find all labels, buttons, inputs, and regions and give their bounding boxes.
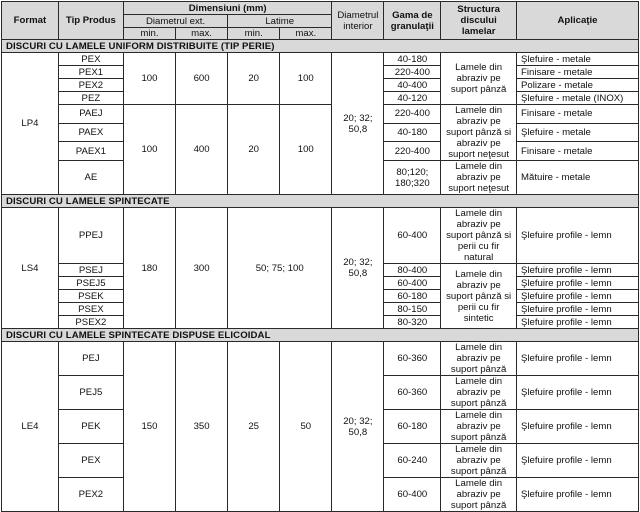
gama-cell: 60-360 xyxy=(384,342,441,376)
app-cell: Mătuire - metale xyxy=(517,161,639,195)
gama-cell: 40-180 xyxy=(384,53,441,66)
tip-cell: PEX xyxy=(58,53,123,66)
tip-cell: PAEX1 xyxy=(58,142,123,161)
header-dimensiuni: Dimensiuni (mm) xyxy=(123,2,331,15)
diam-max-cell: 300 xyxy=(176,208,228,329)
struct-cell: Lamele din abraziv pe suport pânză xyxy=(441,376,517,410)
struct-cell: Lamele din abraziv pe suport pânză si perii cu fir natural xyxy=(441,208,517,264)
diam-min-cell: 100 xyxy=(123,105,175,195)
header-diametrul-ext: Diametrul ext. xyxy=(123,15,227,28)
app-cell: Şlefuire - metale (INOX) xyxy=(517,92,639,105)
gama-cell: 220-400 xyxy=(384,142,441,161)
app-cell: Şlefuire profile - lemn xyxy=(517,444,639,478)
diam-max-cell: 350 xyxy=(176,342,228,512)
format-cell: LS4 xyxy=(2,208,59,329)
section-title: DISCURI CU LAMELE UNIFORM DISTRIBUITE (TIP PERIE) xyxy=(2,40,639,53)
app-cell: Şlefuire profile - lemn xyxy=(517,316,639,329)
latime-cell: 50; 75; 100 xyxy=(228,208,332,329)
tip-cell: PEX xyxy=(58,444,123,478)
header-de-max: max. xyxy=(176,28,228,40)
lat-min-cell: 20 xyxy=(228,105,280,195)
struct-cell: Lamele din abraziv pe suport pânză si abraziv pe suport neţesut xyxy=(441,105,517,161)
lat-max-cell: 50 xyxy=(280,342,332,512)
diam-int-cell: 20; 32; 50,8 xyxy=(332,342,384,512)
header-latime: Latime xyxy=(228,15,332,28)
gama-cell: 40-180 xyxy=(384,123,441,142)
gama-cell: 80;120; 180;320 xyxy=(384,161,441,195)
gama-cell: 220-400 xyxy=(384,105,441,124)
gama-cell: 80-150 xyxy=(384,303,441,316)
tip-cell: PEX1 xyxy=(58,66,123,79)
gama-cell: 60-180 xyxy=(384,290,441,303)
app-cell: Polizare - metale xyxy=(517,79,639,92)
tip-cell: PPEJ xyxy=(58,208,123,264)
app-cell: Şlefuire - metale xyxy=(517,53,639,66)
table-row xyxy=(2,208,639,264)
table-row xyxy=(2,105,639,124)
struct-cell: Lamele din abraziv pe suport pânză si perii cu fir sintetic xyxy=(441,264,517,329)
diam-min-cell: 100 xyxy=(123,53,175,105)
gama-cell: 60-240 xyxy=(384,444,441,478)
gama-cell: 80-320 xyxy=(384,316,441,329)
struct-cell: Lamele din abraziv pe suport pânză xyxy=(441,53,517,105)
gama-cell: 60-400 xyxy=(384,277,441,290)
tip-cell: AE xyxy=(58,161,123,195)
tip-cell: PAEJ xyxy=(58,105,123,124)
struct-cell: Lamele din abraziv pe suport pânză xyxy=(441,342,517,376)
tip-cell: PEX2 xyxy=(58,478,123,512)
gama-cell: 220-400 xyxy=(384,66,441,79)
app-cell: Şlefuire profile - lemn xyxy=(517,342,639,376)
header-lat-max: max. xyxy=(280,28,332,40)
header-aplicatie: Aplicaţie xyxy=(517,2,639,40)
app-cell: Finisare - metale xyxy=(517,142,639,161)
app-cell: Şlefuire profile - lemn xyxy=(517,264,639,277)
app-cell: Şlefuire profile - lemn xyxy=(517,208,639,264)
product-table xyxy=(1,1,639,512)
app-cell: Şlefuire - metale xyxy=(517,123,639,142)
section-title: DISCURI CU LAMELE SPINTECATE xyxy=(2,195,639,208)
tip-cell: PEJ xyxy=(58,342,123,376)
struct-cell: Lamele din abraziv pe suport pânză xyxy=(441,410,517,444)
diam-min-cell: 150 xyxy=(123,342,175,512)
diam-int-cell: 20; 32; 50,8 xyxy=(332,208,384,329)
lat-max-cell: 100 xyxy=(280,105,332,195)
table-row xyxy=(2,342,639,376)
app-cell: Şlefuire profile - lemn xyxy=(517,277,639,290)
format-cell: LP4 xyxy=(2,53,59,195)
gama-cell: 60-400 xyxy=(384,208,441,264)
struct-cell: Lamele din abraziv pe suport pânză xyxy=(441,478,517,512)
tip-cell: PEZ xyxy=(58,92,123,105)
lat-min-cell: 20 xyxy=(228,53,280,105)
tip-cell: PEJ5 xyxy=(58,376,123,410)
header-diametrul-interior: Diametrul interior xyxy=(332,2,384,40)
tip-cell: PSEJ xyxy=(58,264,123,277)
header-format: Format xyxy=(2,2,59,40)
header-de-min: min. xyxy=(123,28,175,40)
tip-cell: PEX2 xyxy=(58,79,123,92)
diam-int-cell: 20; 32; 50,8 xyxy=(332,53,384,195)
app-cell: Finisare - metale xyxy=(517,66,639,79)
gama-cell: 60-400 xyxy=(384,478,441,512)
tip-cell: PSEJ5 xyxy=(58,277,123,290)
header-lat-min: min. xyxy=(228,28,280,40)
app-cell: Şlefuire profile - lemn xyxy=(517,290,639,303)
lat-max-cell: 100 xyxy=(280,53,332,105)
tip-cell: PSEX xyxy=(58,303,123,316)
gama-cell: 40-120 xyxy=(384,92,441,105)
diam-max-cell: 400 xyxy=(176,105,228,195)
section-title: DISCURI CU LAMELE SPINTECATE DISPUSE ELICOIDAL xyxy=(2,329,639,342)
gama-cell: 60-180 xyxy=(384,410,441,444)
tip-cell: PSEK xyxy=(58,290,123,303)
app-cell: Şlefuire profile - lemn xyxy=(517,410,639,444)
app-cell: Şlefuire profile - lemn xyxy=(517,376,639,410)
app-cell: Finisare - metale xyxy=(517,105,639,124)
app-cell: Şlefuire profile - lemn xyxy=(517,478,639,512)
app-cell: Şlefuire profile - lemn xyxy=(517,303,639,316)
struct-cell: Lamele din abraziv pe suport pânză xyxy=(441,444,517,478)
diam-max-cell: 600 xyxy=(176,53,228,105)
lat-min-cell: 25 xyxy=(228,342,280,512)
gama-cell: 40-400 xyxy=(384,79,441,92)
struct-cell: Lamele din abraziv pe suport neţesut xyxy=(441,161,517,195)
diam-min-cell: 180 xyxy=(123,208,175,329)
gama-cell: 80-400 xyxy=(384,264,441,277)
header-structura: Structura discului lamelar xyxy=(441,2,517,40)
format-cell: LE4 xyxy=(2,342,59,512)
header-gama: Gama de granulaţii xyxy=(384,2,441,40)
table-row xyxy=(2,53,639,66)
tip-cell: PSEX2 xyxy=(58,316,123,329)
header-tip-produs: Tip Produs xyxy=(58,2,123,40)
gama-cell: 60-360 xyxy=(384,376,441,410)
tip-cell: PAEX xyxy=(58,123,123,142)
tip-cell: PEK xyxy=(58,410,123,444)
